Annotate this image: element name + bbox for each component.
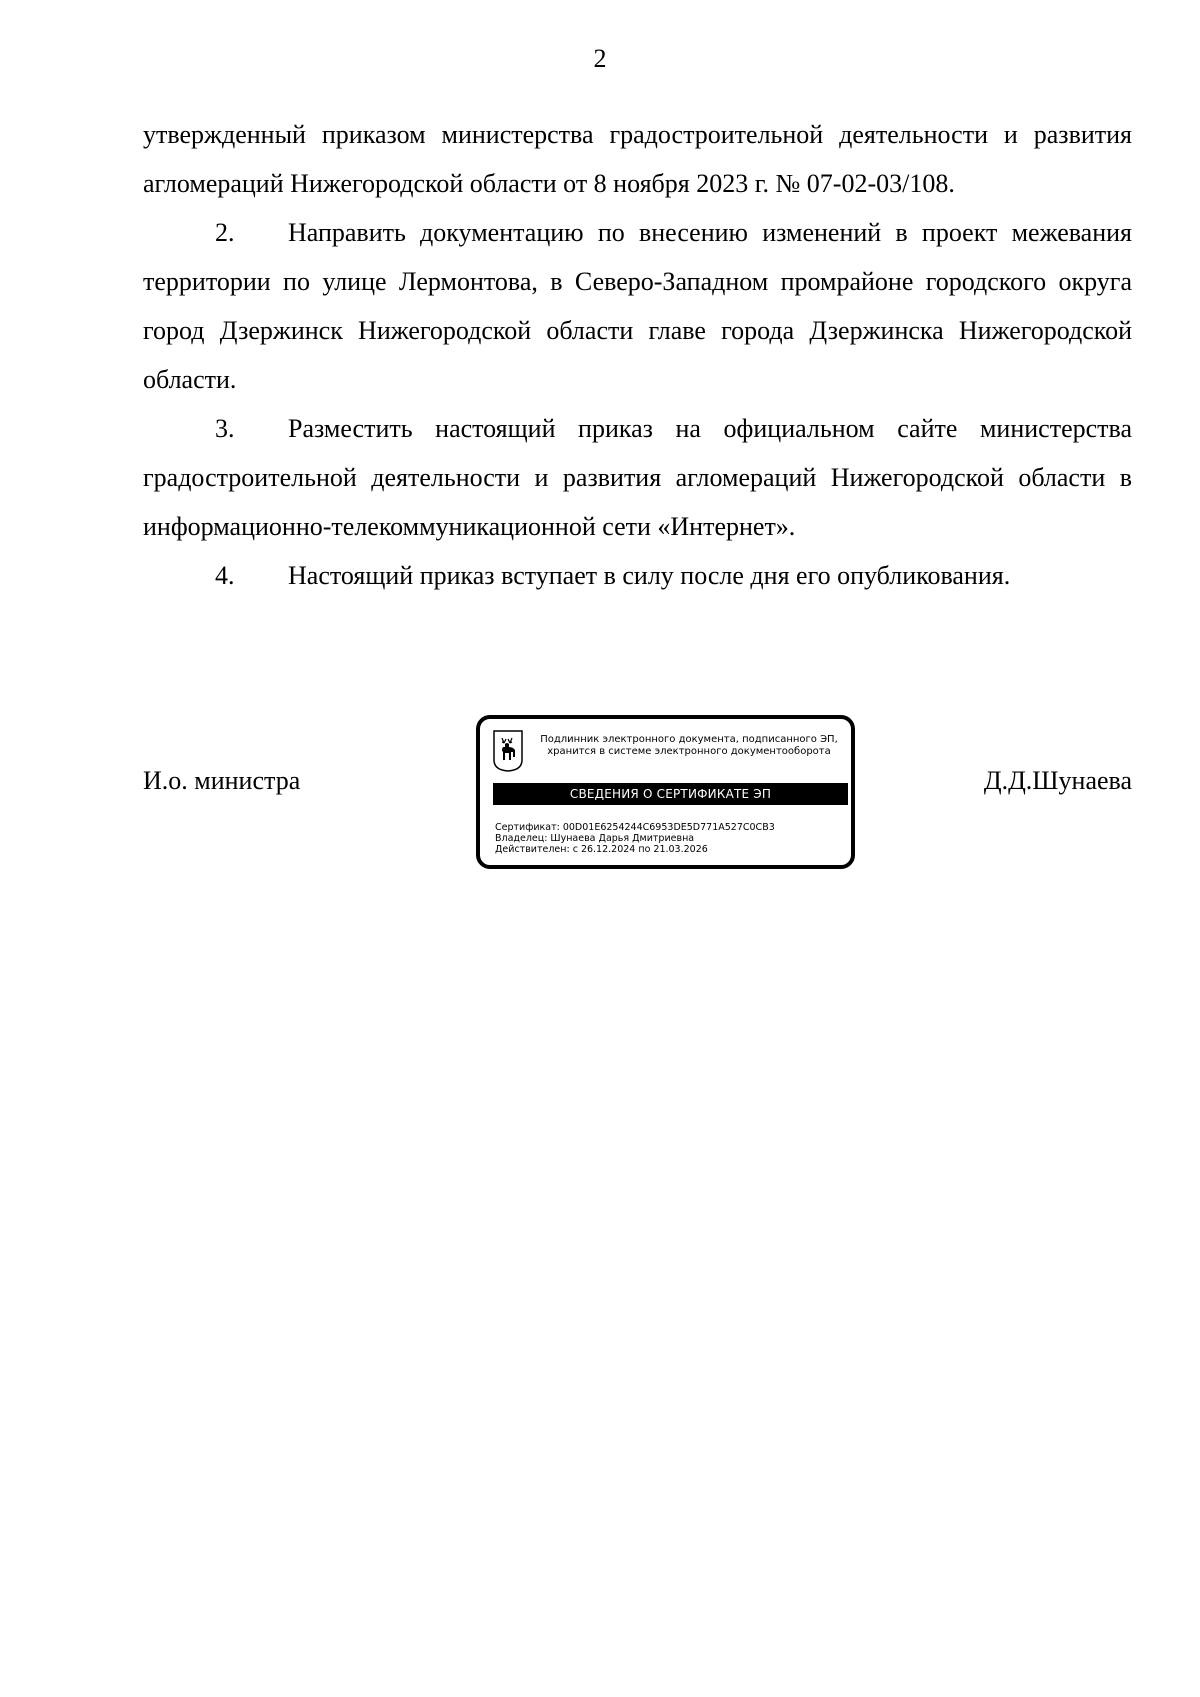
item-text: Направить документацию по внесению изменений в проект межевания территории по улице Лермонтова, в Северо-Западном промрайоне городского округа город Дзержинск Нижегородской области главе города Дзержинска Нижегородской области. bbox=[143, 218, 1132, 394]
list-item bbox=[143, 551, 1132, 600]
item-text: Настоящий приказ вступает в силу после дня его опубликования. bbox=[288, 561, 1011, 590]
certificate-validity: Действителен: с 26.12.2024 по 21.03.2026 bbox=[495, 844, 708, 855]
stamp-title-bar: СВЕДЕНИЯ О СЕРТИФИКАТЕ ЭП bbox=[493, 783, 848, 805]
list-item bbox=[143, 208, 1132, 404]
signatory-name: Д.Д.Шунаева bbox=[983, 766, 1132, 795]
deer-emblem-icon bbox=[493, 730, 523, 772]
item-number: 4. bbox=[215, 561, 235, 590]
item-number: 2. bbox=[215, 218, 235, 247]
document-body bbox=[143, 110, 1132, 600]
certificate-owner: Владелец: Шунаева Дарья Дмитриевна bbox=[495, 833, 695, 844]
stamp-header-line: Подлинник электронного документа, подписанного ЭП, bbox=[540, 734, 838, 745]
list-item bbox=[143, 404, 1132, 551]
item-number: 3. bbox=[215, 414, 235, 443]
page-number: 2 bbox=[593, 44, 607, 73]
stamp-header bbox=[528, 734, 850, 758]
stamp-details bbox=[495, 822, 775, 855]
stamp-header-line: хранится в системе электронного документооборота bbox=[547, 746, 831, 757]
signatory-role: И.о. министра bbox=[143, 766, 301, 795]
electronic-signature-stamp bbox=[476, 715, 855, 869]
certificate-number: Сертификат: 00D01E6254244C6953DE5D771A527C0CB3 bbox=[495, 822, 775, 833]
paragraph-continuation: утвержденный приказом министерства градостроительной деятельности и развития агломераций Нижегородской области от 8 ноября 2023 г. № 07-02-03/108. bbox=[143, 120, 1132, 198]
item-text: Разместить настоящий приказ на официальном сайте министерства градостроительной деятельности и развития агломераций Нижегородской области в информационно-телекоммуникационной сети «Интернет». bbox=[143, 414, 1132, 541]
